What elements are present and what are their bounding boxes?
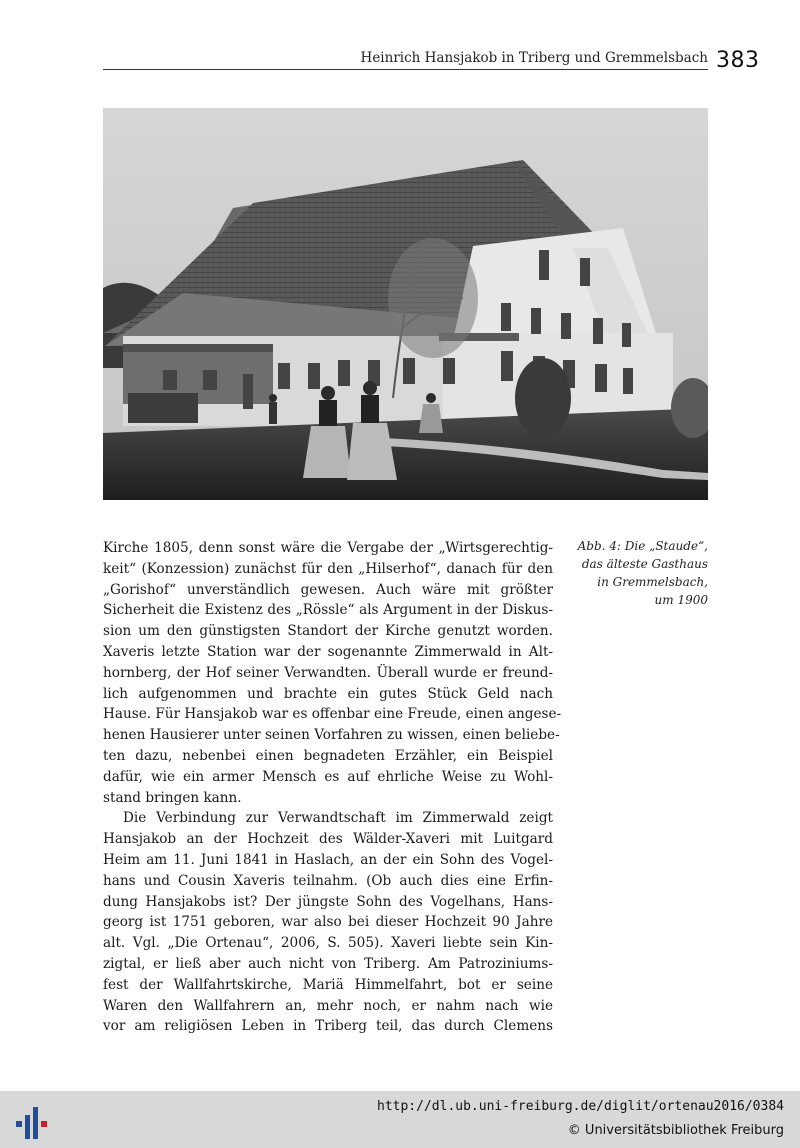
caption-line: in Gremmelsbach, <box>597 575 708 589</box>
text-line: lich aufgenommen und brachte ein gutes Stück Geld nach <box>103 685 553 702</box>
text-line: henen Hausierer unter seinen Vorfahren zu wissen, einen beliebe- <box>103 727 560 744</box>
caption-line: das älteste Gasthaus <box>581 557 708 571</box>
text-line: hornberg, der Hof seiner Verwandten. Überall wurde er freund- <box>103 664 553 681</box>
text-line: fest der Wallfahrtskirche, Mariä Himmelfahrt, bot er seine <box>103 976 553 993</box>
figure-caption <box>566 537 708 609</box>
caption-line: um 1900 <box>654 593 708 607</box>
header-rule <box>103 69 708 70</box>
ub-freiburg-logo-icon[interactable] <box>12 1099 52 1141</box>
text-line: Xaveris letzte Station war der sogenannte Zimmerwald in Alt- <box>103 643 553 660</box>
text-line: dafür, wie ein armer Mensch es auf ehrliche Weise zu Wohl- <box>103 768 553 785</box>
historical-photo-guesthouse <box>103 108 708 500</box>
text-line: hans und Cousin Xaveris teilnahm. (Ob auch dies eine Erfin- <box>103 872 553 889</box>
caption-line: Abb. 4: Die „Staude“, <box>577 539 708 553</box>
document-url-link[interactable]: http://dl.ub.uni-freiburg.de/diglit/ortenau2016/0384 <box>377 1099 784 1114</box>
text-line: Waren den Wallfahrern an, mehr noch, er nahm nach wie <box>103 997 553 1014</box>
text-line: Die Verbindung zur Verwandtschaft im Zimmerwald zeigt <box>123 810 553 827</box>
text-line: Sicherheit die Existenz des „Rössle“ als Argument in der Diskus- <box>103 602 553 619</box>
text-line: ten dazu, nebenbei einen begnadeten Erzähler, ein Beispiel <box>103 747 553 764</box>
text-line: vor am religiösen Leben in Triberg teil, das durch Clemens <box>103 1018 553 1035</box>
text-line: sion um den günstigsten Standort der Kirche genutzt worden. <box>103 623 553 640</box>
text-line: Kirche 1805, denn sonst wäre die Vergabe der „Wirtsgerechtig- <box>103 540 553 556</box>
text-line: keit“ (Konzession) zunächst für den „Hilserhof“, danach für den <box>103 560 553 577</box>
page-number: 383 <box>716 48 760 73</box>
text-line: zigtal, er ließ aber auch nicht von Triberg. Am Patroziniums- <box>103 955 553 972</box>
text-line: Hause. Für Hansjakob war es offenbar eine Freude, einen angese- <box>103 706 562 723</box>
text-line: „Gorishof“ unverständlich gewesen. Auch wäre mit größter <box>103 581 553 598</box>
photo-illustration <box>103 108 708 500</box>
copyright-notice: © Universitätsbibliothek Freiburg <box>567 1123 784 1138</box>
text-line: dung Hansjakobs ist? Der jüngste Sohn des Vogelhans, Hans- <box>103 893 553 910</box>
footer-bar <box>0 1091 800 1148</box>
body-text <box>103 538 562 1037</box>
text-line: Hansjakob an der Hochzeit des Wälder-Xaveri mit Luitgard <box>103 831 553 848</box>
running-title: Heinrich Hansjakob in Triberg und Gremmelsbach <box>360 50 708 66</box>
text-line: stand bringen kann. <box>103 789 242 806</box>
text-line: alt. Vgl. „Die Ortenau“, 2006, S. 505). Xaveri liebte sein Kin- <box>103 935 553 952</box>
text-line: Heim am 11. Juni 1841 in Haslach, an der ein Sohn des Vogel- <box>103 851 553 868</box>
text-line: georg ist 1751 geboren, war also bei dieser Hochzeit 90 Jahre <box>103 914 553 931</box>
